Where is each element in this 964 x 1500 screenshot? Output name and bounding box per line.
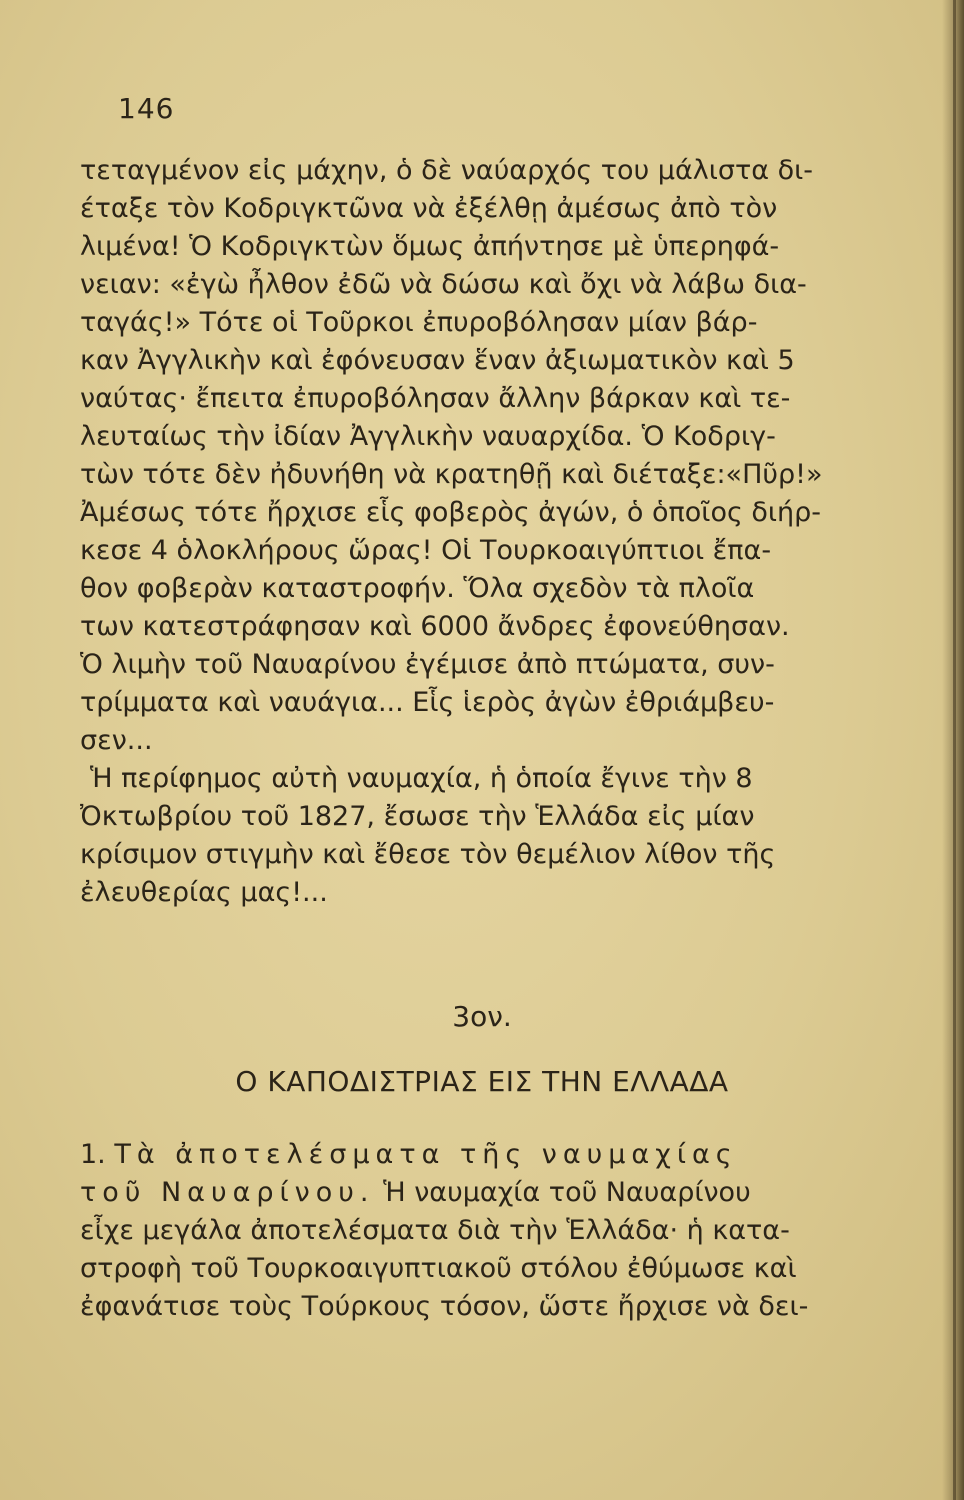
text-line: νειαν: «ἐγὼ ἦλθον ἐδῶ νὰ δώσω καὶ ὄχι νὰ λάβω δια-: [80, 269, 807, 300]
text-line: τὼν τότε δὲν ἠδυνήθη νὰ κρατηθῇ καὶ διέταξε:«Πῦρ!»: [80, 459, 823, 490]
text-line: των κατεστράφησαν καὶ 6000 ἄνδρες ἐφονεύθησαν.: [80, 611, 790, 642]
text-line: λευταίως τὴν ἰδίαν Ἀγγλικὴν ναυαρχίδα. Ὁ Κοδριγ-: [80, 421, 776, 452]
text-line: Ὁ λιμὴν τοῦ Ναυαρίνου ἐγέμισε ἀπὸ πτώματα, συν-: [80, 649, 775, 680]
page-number: 146: [118, 92, 175, 125]
paragraph-3: [80, 1136, 870, 1326]
subsection-heading: Τὰ ἀποτελέσματα τῆς ναυμαχίας: [114, 1139, 738, 1170]
text-line: στροφὴ τοῦ Τουρκοαιγυπτιακοῦ στόλου ἐθύμωσε καὶ: [80, 1253, 797, 1284]
text-line: τεταγμένον εἰς μάχην, ὁ δὲ ναύαρχός του μάλιστα δι-: [80, 155, 814, 186]
text-line: Ἀμέσως τότε ἤρχισε εἷς φοβερὸς ἀγών, ὁ ὁποῖος διήρ-: [80, 497, 822, 528]
text-line: λιμένα! Ὁ Κοδριγκτὼν ὅμως ἀπήντησε μὲ ὑπερηφά-: [80, 231, 780, 262]
subsection-number: 1.: [80, 1139, 106, 1170]
text-fragment: Ἡ ναυμαχία τοῦ Ναυαρίνου: [383, 1177, 751, 1208]
subsection-heading-line: [80, 1136, 870, 1174]
text-line: έταξε τὸν Κοδριγκτῶνα νὰ ἐξέλθῃ ἀμέσως ἀπὸ τὸν: [80, 193, 778, 224]
text-line: Ὀκτωβρίου τοῦ 1827, ἔσωσε τὴν Ἑλλάδα εἰς μίαν: [80, 801, 755, 832]
paragraph-2: [80, 760, 870, 912]
subsection-heading-line: [80, 1174, 870, 1212]
section-number: 3ον.: [452, 1000, 512, 1033]
text-line: θον φοβερὰν καταστροφήν. Ὅλα σχεδὸν τὰ πλοῖα: [80, 573, 755, 604]
section-title: Ο ΚΑΠΟΔΙΣΤΡΙΑΣ ΕΙΣ ΤΗΝ ΕΛΛΑΔΑ: [235, 1065, 729, 1098]
text-line: εἶχε μεγάλα ἀποτελέσματα διὰ τὴν Ἑλλάδα· ἡ κατα-: [80, 1215, 790, 1246]
page-edge-line: [953, 0, 956, 1500]
paragraph-1: [80, 152, 870, 912]
text-line: ναύτας· ἔπειτα ἐπυροβόλησαν ἄλλην βάρκαν καὶ τε-: [80, 383, 791, 414]
text-line: ταγάς!» Τότε οἱ Τοῦρκοι ἐπυροβόλησαν μίαν βάρ-: [80, 307, 758, 338]
text-line: τρίμματα καὶ ναυάγια... Εἷς ἱερὸς ἀγὼν ἐθριάμβευ-: [80, 687, 775, 718]
text-line: καν Ἀγγλικὴν καὶ ἐφόνευσαν ἕναν ἀξιωματικὸν καὶ 5: [80, 345, 795, 376]
subsection-heading: τοῦ Ναυαρίνου.: [80, 1177, 375, 1208]
text-line: κρίσιμον στιγμὴν καὶ ἔθεσε τὸν θεμέλιον λίθον τῆς: [80, 839, 776, 870]
text-line: ἐφανάτισε τοὺς Τούρκους τόσον, ὥστε ἤρχισε νὰ δει-: [80, 1291, 809, 1322]
text-line: ἐλευθερίας μας!...: [80, 877, 328, 908]
text-line: κεσε 4 ὁλοκλήρους ὥρας! Οἱ Τουρκοαιγύπτιοι ἔπα-: [80, 535, 772, 566]
text-line: σεν...: [80, 725, 153, 756]
text-line: Ἡ περίφημος αὐτὴ ναυμαχία, ἡ ὁποία ἔγινε τὴν 8: [90, 763, 753, 794]
